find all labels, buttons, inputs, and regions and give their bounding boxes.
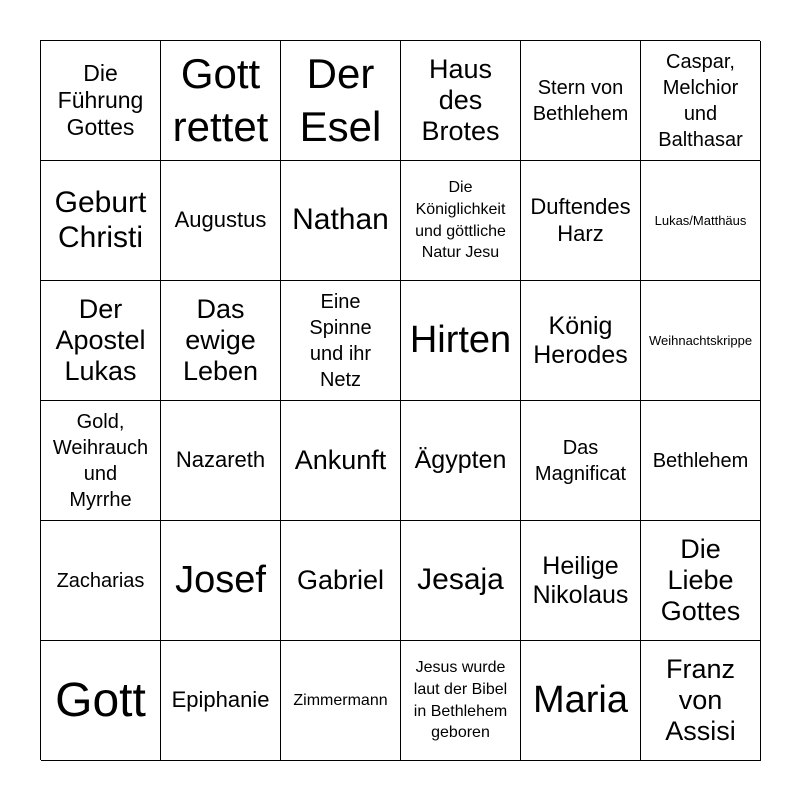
bingo-cell[interactable] [401,41,521,161]
bingo-cell[interactable] [401,281,521,401]
cell-text: Augustus [174,207,267,233]
cell-text: Gott rettet [172,50,269,150]
cell-text: Die Königlichkeit und göttliche Natur Jesu [415,179,506,262]
cell-text: Bethlehem [652,449,749,472]
cell-text: Der Apostel Lukas [55,293,146,387]
bingo-cell[interactable] [521,641,641,761]
bingo-cell[interactable] [641,281,761,401]
bingo-cell[interactable] [521,281,641,401]
cell-text: Zimmermann [293,691,388,709]
cell-text: Die Liebe Gottes [660,533,741,627]
cell-text: Franz von Assisi [665,653,736,747]
cell-text: Maria [532,678,629,721]
cell-text: Stern von Bethlehem [532,76,629,125]
bingo-cell[interactable] [281,281,401,401]
cell-text: Zacharias [56,569,145,592]
bingo-cell[interactable] [281,521,401,641]
bingo-cell[interactable] [161,521,281,641]
bingo-cell[interactable] [161,281,281,401]
cell-text: Die Führung Gottes [57,59,144,141]
bingo-cell[interactable] [641,401,761,521]
cell-text: Das ewige Leben [182,293,259,387]
bingo-cell[interactable] [641,41,761,161]
bingo-cell[interactable] [41,521,161,641]
cell-text: Duftendes Harz [530,194,631,246]
cell-text: Caspar, Melchior und Balthasar [658,50,743,151]
cell-text: Hirten [409,318,512,361]
bingo-board [40,40,760,760]
bingo-cell[interactable] [281,641,401,761]
cell-text: Gabriel [296,564,385,595]
cell-text: Lukas/Matthäus [654,212,747,228]
cell-text: Weihnachtskrippe [648,332,753,348]
bingo-cell[interactable] [161,41,281,161]
bingo-cell[interactable] [41,281,161,401]
bingo-cell[interactable] [161,641,281,761]
cell-text: Das Magnificat [534,436,627,485]
bingo-cell[interactable] [401,161,521,281]
bingo-cell[interactable] [521,161,641,281]
cell-text: König Herodes [533,311,628,369]
cell-text: Gold, Weihrauch und Myrrhe [52,410,149,511]
bingo-cell[interactable] [161,401,281,521]
cell-text: Jesus wurde laut der Bibel in Bethlehem geboren [413,659,508,742]
bingo-cell[interactable] [521,41,641,161]
cell-text: Ägypten [414,446,507,475]
cell-text: Jesaja [417,563,504,597]
cell-text: Haus des Brotes [421,53,500,147]
cell-text: Ankunft [294,444,387,475]
cell-text: Epiphanie [171,687,270,713]
cell-text: Heilige Nikolaus [532,551,629,609]
bingo-cell[interactable] [641,521,761,641]
bingo-cell[interactable] [641,161,761,281]
bingo-cell[interactable] [521,521,641,641]
bingo-cell[interactable] [281,401,401,521]
bingo-cell[interactable] [41,41,161,161]
bingo-cell[interactable] [401,641,521,761]
bingo-cell[interactable] [41,401,161,521]
bingo-cell[interactable] [41,161,161,281]
cell-text: Nazareth [175,447,266,473]
cell-text: Geburt Christi [54,186,147,254]
cell-text: Josef [175,558,266,601]
bingo-cell[interactable] [401,401,521,521]
bingo-cell[interactable] [521,401,641,521]
bingo-cell[interactable] [641,641,761,761]
bingo-cell[interactable] [281,41,401,161]
bingo-cell[interactable] [41,641,161,761]
cell-text: Der Esel [299,50,382,150]
cell-text: Gott [55,673,146,727]
cell-text: Nathan [292,203,389,237]
bingo-cell[interactable] [401,521,521,641]
cell-text: Eine Spinne und ihr Netz [309,290,372,391]
bingo-cell[interactable] [161,161,281,281]
bingo-cell[interactable] [281,161,401,281]
